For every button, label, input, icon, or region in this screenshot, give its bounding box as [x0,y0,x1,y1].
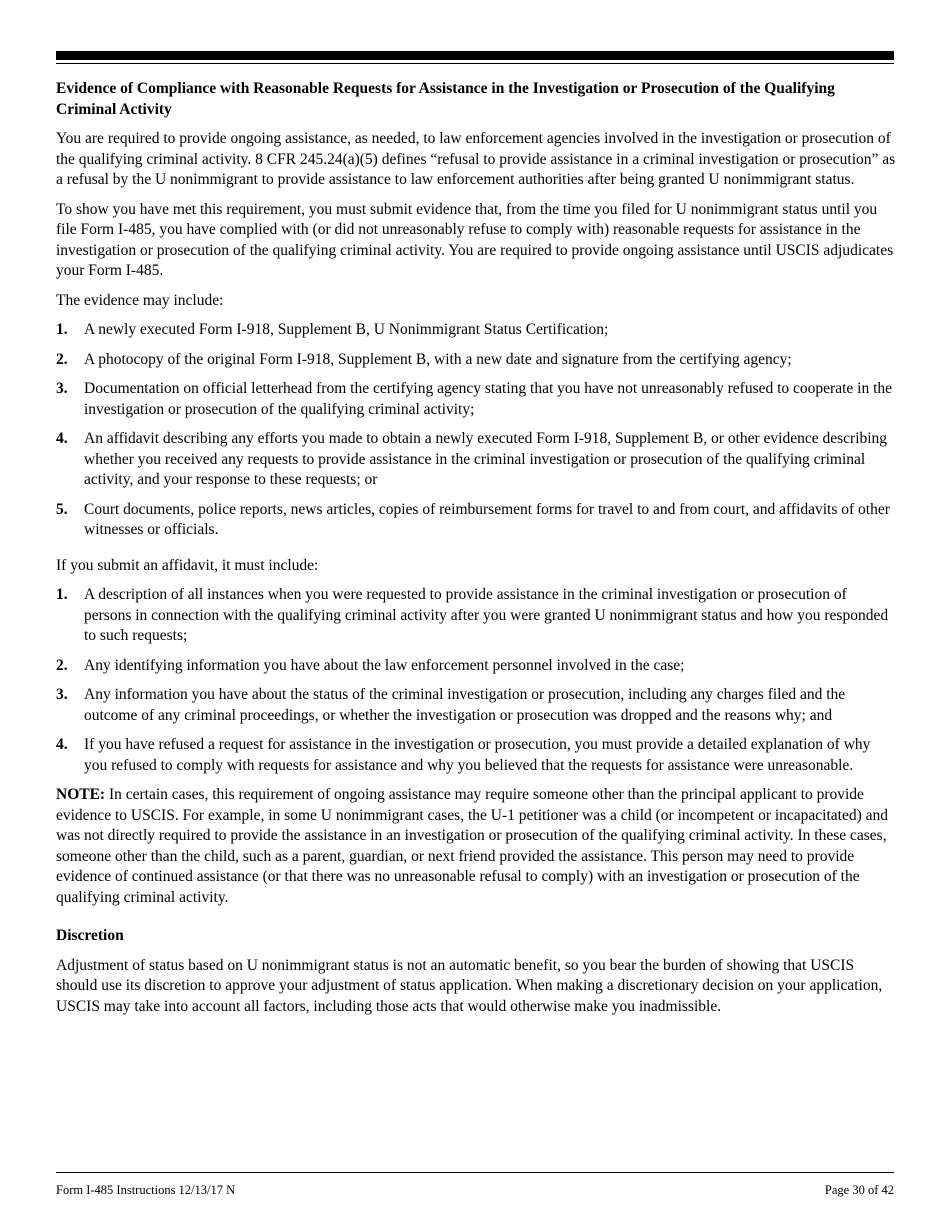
list-item-number: 4. [56,736,68,753]
paragraph-show-requirement: To show you have met this requirement, you must submit evidence that, from the time you filed for U nonimmigrant status until you file Form I-485, you have complied with (or did not unreasonably refuse to comply with) reasonable requests for assistance in the investigation or prosecution of the qualifying criminal activity. You are required to provide ongoing assistance until USCIS adjudicates your Form I-485. [56,200,894,279]
list-item-number: 5. [56,500,68,518]
list-item-number: 3. [56,686,68,703]
footer-form-label: Form I-485 Instructions 12/13/17 N [56,1183,236,1197]
list-item [56,350,896,371]
list-item-number: 3. [56,380,68,397]
affidavit-list [56,585,896,776]
header-thin-rule [56,63,894,64]
evidence-list [56,320,896,541]
list-item [56,429,896,491]
paragraph-ongoing-assistance: You are required to provide ongoing assistance, as needed, to law enforcement agencies involved in the investigation or prosecution of the qualifying criminal activity. 8 CFR 245.24(a)(5) defines “refusal to provide assistance in a criminal investigation or prosecution” as a refusal by the U nonimmigrant to provide assistance to law enforcement authorities after being granted U nonimmigrant status. [56,130,896,188]
note-label: NOTE: [56,786,106,803]
list-item-number: 2. [56,656,68,674]
list-item-text: Court documents, police reports, news articles, copies of reimbursement forms for travel to and from court, and affidavits of other witnesses or officials. [84,500,890,538]
footer-rule [56,1172,894,1173]
page-content [56,79,896,1026]
list-item-text: A photocopy of the original Form I-918, Supplement B, with a new date and signature from the certifying agency; [84,350,792,368]
list-item-text: An affidavit describing any efforts you made to obtain a newly executed Form I-918, Supplement B, or other evidence describing whether you received any requests to provide assistance in the criminal investigation or prosecution of the qualifying criminal activity, and your response to these requests; or [84,430,888,488]
list-item [56,735,896,776]
footer-page-number: Page 30 of 42 [824,1183,894,1197]
evidence-list-intro: The evidence may include: [56,291,224,309]
list-item-number: 2. [56,350,68,368]
header-thick-rule [56,51,894,60]
list-item [56,379,896,420]
note-text: In certain cases, this requirement of ongoing assistance may require someone other than the principal applicant to provide evidence to USCIS. For example, in some U nonimmigrant cases, the U-1 petitioner was a child (or incompetent or incapacitated) and was not directly required to provide the assistance in an investigation or prosecution of the qualifying criminal activity. In these cases, someone other than the child, such as a parent, guardian, or next friend provided the assistance. This person may need to provide evidence of continued assistance (or that there was no unreasonable refusal to comply) with an investigation or prosecution of the qualifying criminal activity. [56,786,889,906]
list-item-text: Any information you have about the status of the criminal investigation or prosecution, including any charges filed and the outcome of any criminal proceedings, or whether the investigation or prosecution was dropped and the reasons why; and [84,686,846,724]
list-item-text: If you have refused a request for assistance in the investigation or prosecution, you must provide a detailed explanation of why you refused to comply with requests for assistance and why you believed that the requests for assistance were unreasonable. [84,736,871,774]
list-item-number: 1. [56,321,68,338]
list-item [56,685,896,726]
list-item [56,656,896,677]
section-heading-discretion: Discretion [56,927,124,944]
list-item-text: A newly executed Form I-918, Supplement B, U Nonimmigrant Status Certification; [84,321,609,338]
list-item [56,500,896,541]
list-item [56,585,896,647]
list-item-text: Documentation on official letterhead from the certifying agency stating that you have not unreasonably refused to cooperate in the investigation or prosecution of the qualifying criminal activity; [84,380,893,418]
note-paragraph [56,785,896,908]
affidavit-list-intro: If you submit an affidavit, it must include: [56,556,319,574]
section-heading-compliance: Evidence of Compliance with Reasonable Requests for Assistance in the Investigation or Prosecution of the Qualifying Criminal Activity [56,80,835,118]
paragraph-discretion: Adjustment of status based on U nonimmigrant status is not an automatic benefit, so you bear the burden of showing that USCIS should use its discretion to approve your adjustment of status application. When making a discretionary decision on your application, USCIS may take into account all factors, including those acts that would otherwise make you inadmissible. [56,956,883,1015]
list-item-text: Any identifying information you have about the law enforcement personnel involved in the case; [84,656,685,674]
list-item-text: A description of all instances when you were requested to provide assistance in the criminal investigation or prosecution of persons in connection with the qualifying criminal activity after you were granted U nonimmigrant status and how you responded to such requests; [84,586,889,644]
list-item-number: 1. [56,586,68,603]
list-item [56,320,896,341]
list-item-number: 4. [56,430,68,447]
